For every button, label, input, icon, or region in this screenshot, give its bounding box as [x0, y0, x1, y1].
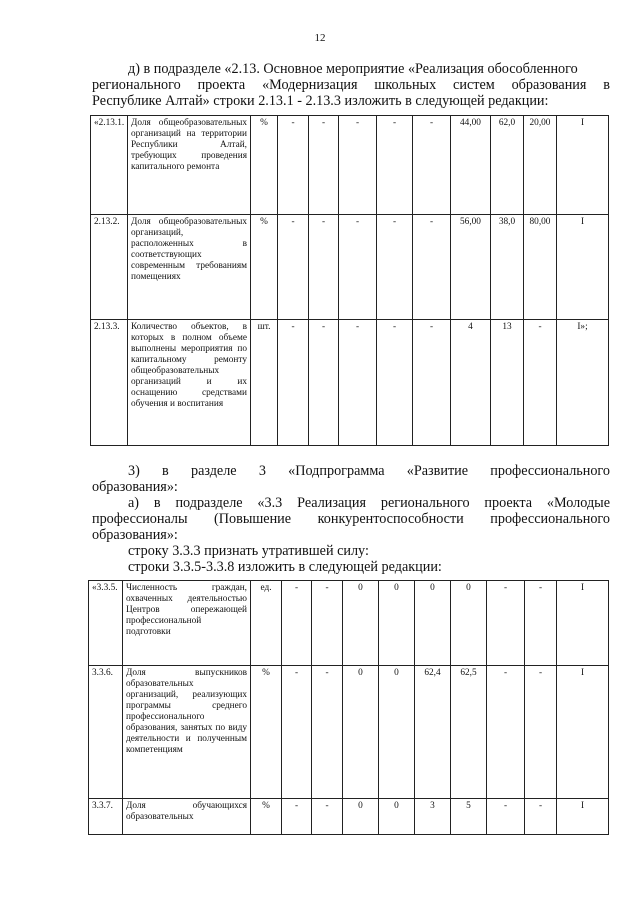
row-value: 20,00 — [524, 116, 557, 215]
row-value: 0 — [343, 666, 379, 799]
row-code: «2.13.1. — [91, 116, 128, 215]
row-value: I — [557, 116, 609, 215]
row-value: - — [339, 116, 377, 215]
row-value: 4 — [451, 320, 491, 446]
row-value: - — [524, 320, 557, 446]
row-value: 0 — [451, 581, 487, 666]
row-name: Количество объектов, в которых в полном объеме выполнены мероприятия по капитальному ремонту общеобразовательных организаций и их оснащению средствами обучения и воспитания — [128, 320, 251, 446]
para1-line1: д) в подразделе «2.13. Основное мероприятие «Реализация обособленного — [128, 61, 578, 77]
row-value: - — [309, 320, 339, 446]
row-value: I — [557, 799, 609, 835]
row-name: Доля общеобразовательных организаций, расположенных в соответствующих современным требованиям помещениях — [128, 215, 251, 320]
row-code: 2.13.3. — [91, 320, 128, 446]
row-name: Доля обучающихся образовательных — [123, 799, 251, 835]
row-value: I — [557, 215, 609, 320]
row-value: 5 — [451, 799, 487, 835]
para2-line6: строку 3.3.3 признать утратившей силу: — [128, 543, 369, 559]
row-value: - — [339, 320, 377, 446]
row-value: - — [282, 581, 312, 666]
row-value: 38,0 — [491, 215, 524, 320]
row-name: Численность граждан, охваченных деятельностью Центров опережающей профессиональной подготовки — [123, 581, 251, 666]
table-3-3 — [88, 580, 609, 835]
row-value: 62,5 — [451, 666, 487, 799]
para2-line5: образования»: — [92, 527, 178, 543]
row-value: 0 — [379, 581, 415, 666]
table-row — [91, 320, 609, 446]
row-value: 80,00 — [524, 215, 557, 320]
row-value: 44,00 — [451, 116, 491, 215]
row-value: - — [487, 666, 525, 799]
row-value: - — [525, 799, 557, 835]
row-value: - — [413, 215, 451, 320]
row-code: «3.3.5. — [89, 581, 123, 666]
row-value: - — [282, 799, 312, 835]
row-value: - — [525, 581, 557, 666]
table-row — [89, 799, 609, 835]
row-value: - — [487, 581, 525, 666]
table-2-13 — [90, 115, 609, 446]
para2-line7: строки 3.3.5-3.3.8 изложить в следующей редакции: — [128, 559, 442, 575]
paragraph-2-13-intro — [92, 61, 610, 109]
row-unit: шт. — [251, 320, 278, 446]
row-value: I»; — [557, 320, 609, 446]
row-value: - — [413, 116, 451, 215]
row-unit: % — [251, 799, 282, 835]
para1-line3: Республике Алтай» строки 2.13.1 - 2.13.3 изложить в следующей редакции: — [92, 93, 549, 109]
row-value: - — [525, 666, 557, 799]
row-value: 62,4 — [415, 666, 451, 799]
row-value: - — [312, 799, 343, 835]
para2-line1: 3) в разделе 3 «Подпрограмма «Развитие профессионального — [128, 463, 610, 479]
row-unit: % — [251, 666, 282, 799]
row-code: 3.3.7. — [89, 799, 123, 835]
row-value: - — [282, 666, 312, 799]
row-value: 56,00 — [451, 215, 491, 320]
row-value: - — [339, 215, 377, 320]
row-unit: ед. — [251, 581, 282, 666]
para2-line2: образования»: — [92, 479, 178, 495]
row-value: 0 — [343, 799, 379, 835]
table-row — [89, 666, 609, 799]
row-value: 62,0 — [491, 116, 524, 215]
row-code: 3.3.6. — [89, 666, 123, 799]
table-row — [91, 116, 609, 215]
row-value: I — [557, 581, 609, 666]
table-row — [91, 215, 609, 320]
row-value: - — [278, 215, 309, 320]
row-value: - — [377, 215, 413, 320]
row-value: - — [278, 320, 309, 446]
para2-line4: профессионалы (Повышение конкурентоспособности профессионального — [92, 511, 610, 527]
row-value: - — [487, 799, 525, 835]
row-value: - — [309, 215, 339, 320]
row-value: I — [557, 666, 609, 799]
row-value: - — [377, 320, 413, 446]
row-value: 0 — [415, 581, 451, 666]
row-unit: % — [251, 215, 278, 320]
row-value: - — [413, 320, 451, 446]
table-row — [89, 581, 609, 666]
row-value: - — [377, 116, 413, 215]
row-name: Доля общеобразовательных организаций на территории Республики Алтай, требующих проведения капитального ремонта — [128, 116, 251, 215]
para2-line3: а) в подразделе «3.3 Реализация регионального проекта «Молодые — [128, 495, 610, 511]
row-value: 0 — [343, 581, 379, 666]
row-value: 0 — [379, 666, 415, 799]
row-name: Доля выпускников образовательных организаций, реализующих программы среднего профессионального образования, занятых по виду деятельности и полученным компетенциям — [123, 666, 251, 799]
paragraph-section-3 — [92, 463, 610, 575]
row-value: - — [312, 581, 343, 666]
page-number: 12 — [314, 32, 326, 44]
row-value: - — [278, 116, 309, 215]
row-value: - — [309, 116, 339, 215]
para1-line2: регионального проекта «Модернизация школьных систем образования в — [92, 77, 610, 93]
row-code: 2.13.2. — [91, 215, 128, 320]
row-unit: % — [251, 116, 278, 215]
row-value: 0 — [379, 799, 415, 835]
row-value: 3 — [415, 799, 451, 835]
row-value: - — [312, 666, 343, 799]
row-value: 13 — [491, 320, 524, 446]
